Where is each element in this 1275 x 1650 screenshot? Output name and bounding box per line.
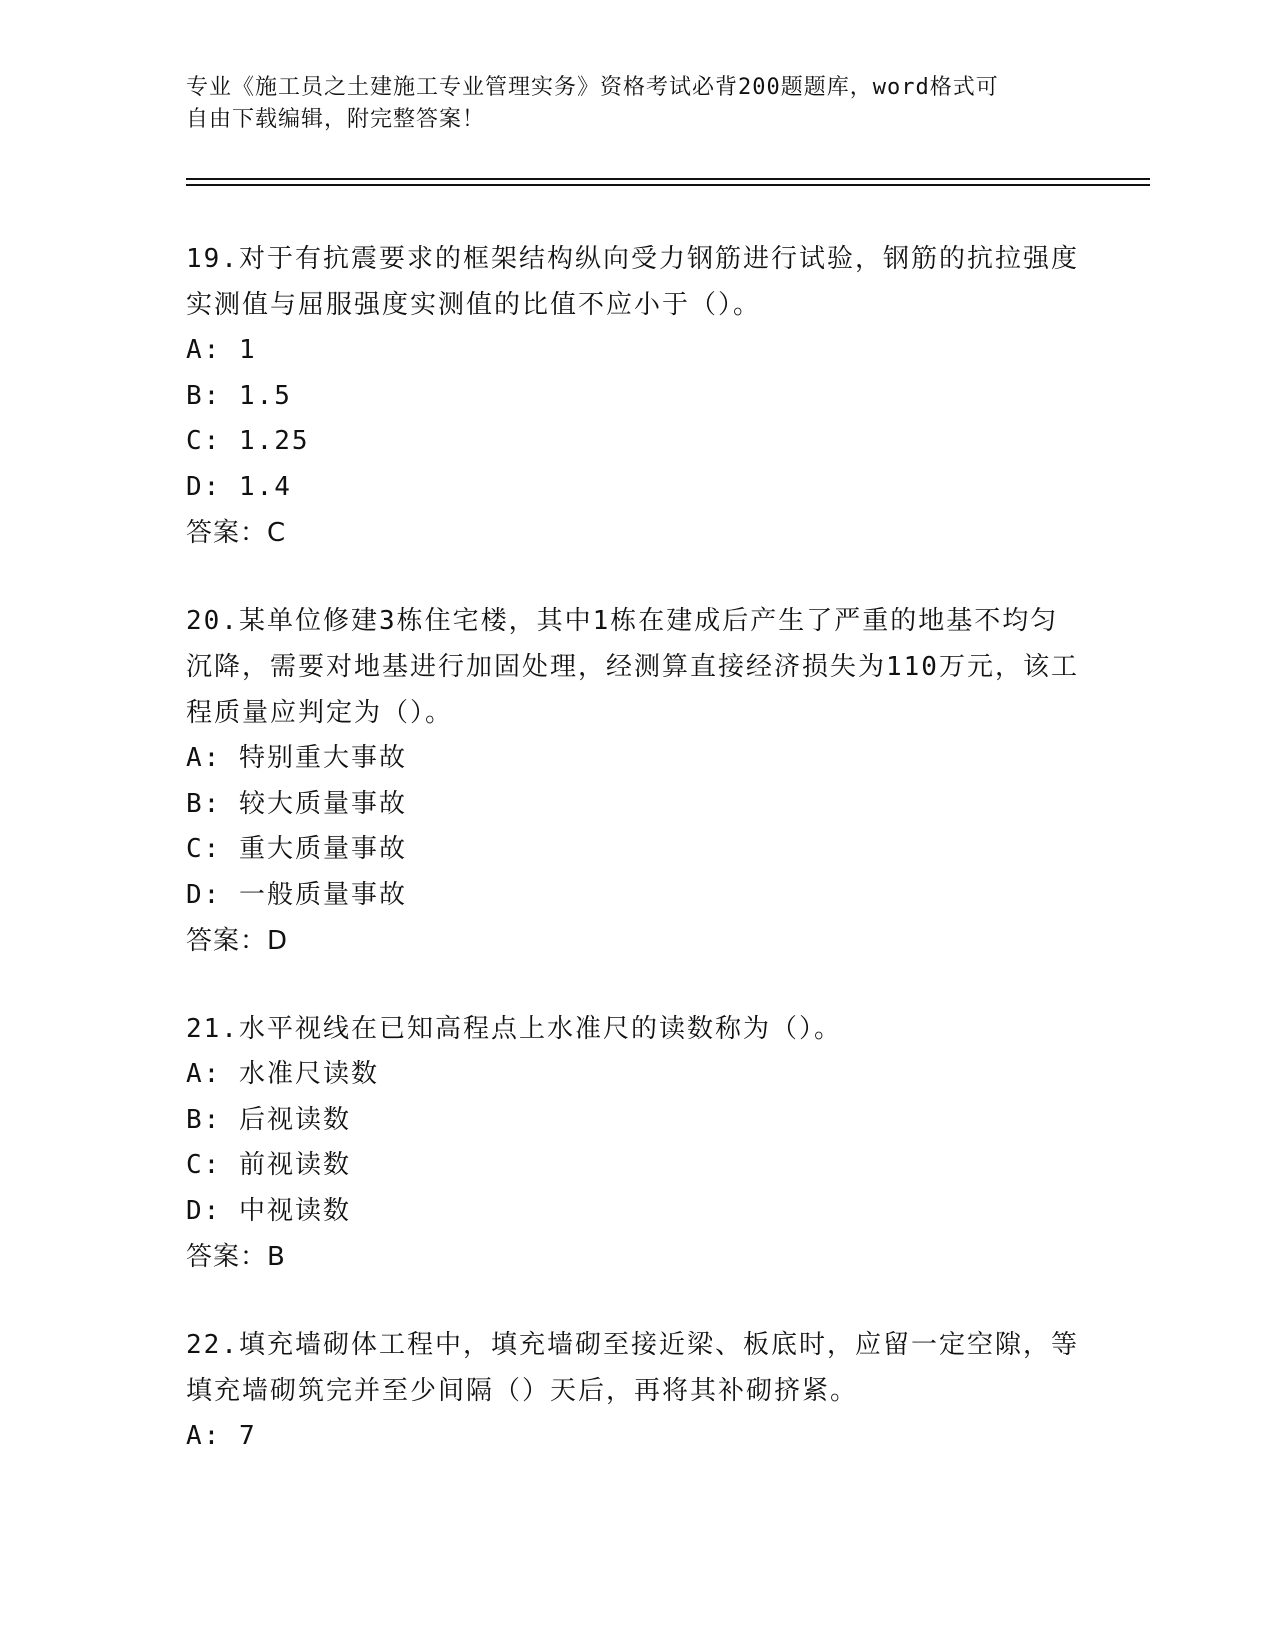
option-c: C: 1.25 xyxy=(186,426,310,456)
header-title-line-2: 自由下载编辑，附完整答案！ xyxy=(186,107,486,132)
header-title-line-1: 专业《施工员之土建施工专业管理实务》资格考试必背200题题库，word格式可 xyxy=(186,75,999,100)
question-19 xyxy=(186,236,1086,556)
answer: 答案：C xyxy=(186,518,287,548)
header-rule-top xyxy=(186,178,1150,180)
answer: 答案：B xyxy=(186,1242,286,1272)
question-stem: 22.填充墙砌体工程中，填充墙砌至接近梁、板底时，应留一定空隙，等填充墙砌筑完并至少间隔（）天后，再将其补砌挤紧。 xyxy=(186,1330,1079,1406)
question-20 xyxy=(186,598,1086,964)
question-22 xyxy=(186,1322,1086,1460)
document-header xyxy=(186,72,1066,136)
option-d: D: 中视读数 xyxy=(186,1195,351,1226)
option-a: A: 水准尺读数 xyxy=(186,1059,379,1089)
answer: 答案：D xyxy=(186,926,289,956)
option-c: C: 重大质量事故 xyxy=(186,834,407,864)
option-c: C: 前视读数 xyxy=(186,1150,351,1180)
question-stem: 19.对于有抗震要求的框架结构纵向受力钢筋进行试验，钢筋的抗拉强度实测值与屈服强度实测值的比值不应小于（）。 xyxy=(186,244,1079,320)
question-21 xyxy=(186,1006,1086,1280)
option-b: B: 后视读数 xyxy=(186,1104,351,1135)
question-stem: 20.某单位修建3栋住宅楼，其中1栋在建成后产生了严重的地基不均匀沉降，需要对地基进行加固处理，经测算直接经济损失为110万元，该工程质量应判定为（）。 xyxy=(186,606,1079,728)
option-a: A: 7 xyxy=(186,1421,257,1451)
header-rule-bottom xyxy=(186,184,1150,186)
option-b: B: 较大质量事故 xyxy=(186,788,407,819)
question-stem: 21.水平视线在已知高程点上水准尺的读数称为（）。 xyxy=(186,1014,842,1044)
option-d: D: 1.4 xyxy=(186,471,292,502)
option-b: B: 1.5 xyxy=(186,380,292,411)
question-list xyxy=(186,236,1086,1502)
option-a: A: 特别重大事故 xyxy=(186,743,407,773)
option-d: D: 一般质量事故 xyxy=(186,879,407,910)
option-a: A: 1 xyxy=(186,335,257,365)
